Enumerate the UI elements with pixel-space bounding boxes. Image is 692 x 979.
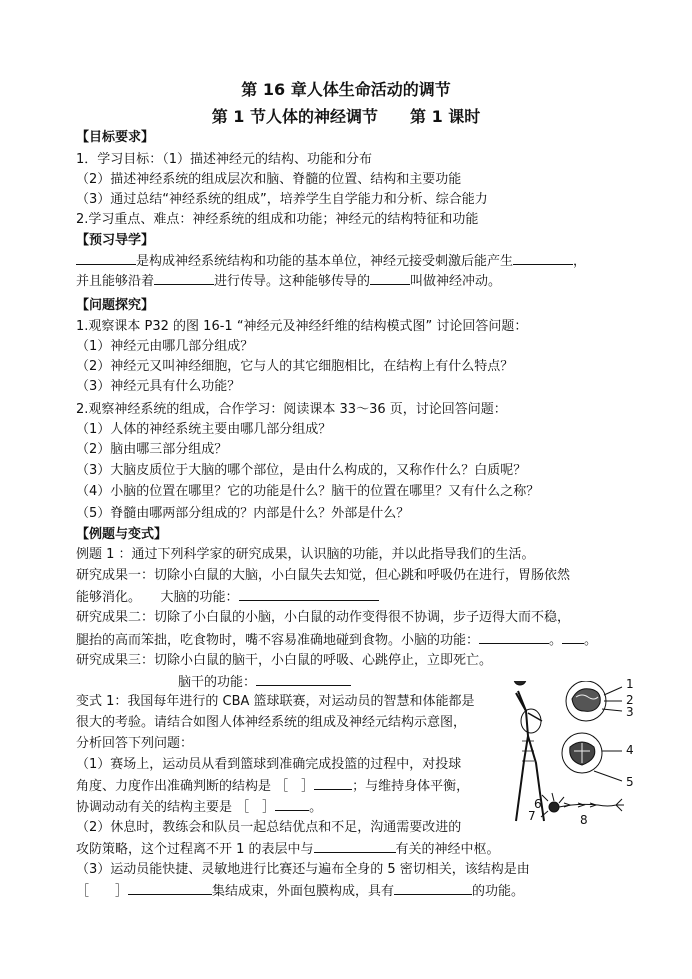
variant-q1-answer: 角度、力度作出准确判断的结构是 ［ ］ ；与维持身体平衡，	[76, 779, 470, 794]
variant-1: 很大的考验。请结合如图人体神经系统的组成及神经元结构示意图，	[76, 715, 467, 730]
preview-line-2: 并且能够沿着 进行传导。这种能够传导的 叫做神经冲动。	[76, 274, 502, 289]
goals-header: 【目标要求】	[76, 130, 155, 145]
research-3: 研究成果三：切除小白鼠的脑干，小白鼠的呼吸、心跳停止，立即死亡。	[76, 653, 493, 668]
variant-1: 变式 1：我国每年进行的 CBA 篮球联赛，对运动员的智慧和体能都是	[76, 694, 475, 709]
figure-label: 1	[626, 677, 634, 691]
goal-item: （3）通过总结“神经系统的组成”，培养学生自学能力和分析、综合能力	[76, 192, 488, 207]
explore-item: （4）小脑的位置在哪里？它的功能是什么？脑干的位置在哪里？又有什么之称？	[76, 484, 540, 499]
goal-item: 1．学习目标：（1）描述神经元的结构、功能和分布	[76, 152, 373, 167]
answer-blank[interactable]	[154, 272, 214, 285]
explore-item: （3）大脑皮质位于大脑的哪个部位，是由什么构成的，又称作什么？白质呢？	[76, 463, 527, 478]
answer-blank[interactable]	[128, 882, 212, 895]
research-3-answer: 脑干的功能：	[178, 673, 351, 691]
explore-item: （1）神经元由哪几部分组成？	[76, 339, 254, 354]
variant-1: 分析回答下列问题：	[76, 736, 194, 751]
example-1: 例题 1 ：通过下列科学家的研究成果，认识脑的功能，并以此指导我们的生活。	[76, 547, 535, 562]
variant-q1-answer: 协调动动有关的结构主要是 ［ ］ 。	[76, 800, 323, 815]
figure-label: 2	[626, 693, 634, 707]
explore-item: （1）人体的神经系统主要由哪几部分组成？	[76, 422, 332, 437]
answer-blank[interactable]	[314, 777, 352, 790]
variant-q2-answer: 攻防策略，这个过程离不开 1 的表层中与 有关的神经中枢。	[76, 842, 500, 857]
preview-header: 【预习导学】	[76, 233, 155, 248]
research-1-answer: 能够消化。 大脑的功能：	[76, 588, 379, 606]
explore-item: （3）神经元具有什么功能？	[76, 379, 241, 394]
preview-line-1: 是构成神经系统结构和功能的基本单位，神经元接受刺激后能产生 ，	[76, 252, 586, 270]
nervous-system-figure	[498, 677, 648, 831]
answer-blank[interactable]	[275, 798, 309, 811]
figure-label: 8	[580, 813, 588, 827]
research-2-answer: 腿抬的高而笨拙，吃食物时，嘴不容易准确地碰到食物。小脑的功能： 。 。	[76, 633, 598, 648]
explore-header: 【问题探究】	[76, 298, 155, 313]
goal-item: （2）描述神经系统的组成层次和脑、脊髓的位置、结构和主要功能	[76, 172, 462, 187]
section-title: 第 1 节人体的神经调节 第 1 课时	[211, 107, 481, 126]
figure-label: 3	[626, 705, 634, 719]
answer-blank[interactable]	[256, 673, 351, 686]
answer-blank[interactable]	[370, 272, 410, 285]
goal-item: 2.学习重点、难点：神经系统的组成和功能；神经元的结构特征和功能	[76, 212, 479, 227]
figure-label: 6	[534, 797, 542, 811]
answer-blank[interactable]	[479, 631, 549, 644]
answer-blank[interactable]	[394, 882, 472, 895]
answer-blank[interactable]	[314, 840, 396, 853]
variant-q3: （3）运动员能快捷、灵敏地进行比赛还与遍布全身的 5 密切相关，该结构是由	[76, 862, 530, 877]
research-2: 研究成果二：切除了小白鼠的小脑，小白鼠的动作变得很不协调，步子迈得大而不稳，	[76, 610, 571, 625]
chapter-title: 第 16 章人体生命活动的调节	[241, 80, 451, 99]
answer-blank[interactable]	[76, 252, 136, 265]
explore-item: （2）脑由哪三部分组成？	[76, 442, 228, 457]
examples-header: 【例题与变式】	[76, 527, 168, 542]
research-1: 研究成果一：切除小白鼠的大脑，小白鼠失去知觉，但心跳和呼吸仍在进行，胃肠依然	[76, 568, 571, 583]
figure-label: 5	[626, 775, 634, 789]
answer-blank[interactable]	[239, 588, 379, 601]
variant-q3-answer: ［ ］ 集结成束，外面包膜构成，具有 的功能。	[76, 884, 525, 899]
explore-item: 2.观察神经系统的组成，合作学习：阅读课本 33～36 页，讨论回答问题：	[76, 402, 507, 417]
answer-blank[interactable]	[513, 252, 573, 265]
variant-q1: （1）赛场上，运动员从看到篮球到准确完成投篮的过程中，对投球	[76, 757, 462, 772]
figure-label: 4	[626, 743, 634, 757]
explore-item: 1.观察课本 P32 的图 16-1 “神经元及神经纤维的结构模式图” 讨论回答问题：	[76, 319, 528, 334]
answer-blank[interactable]	[562, 631, 584, 644]
variant-q2: （2）休息时，教练会和队员一起总结优点和不足，沟通需要改进的	[76, 820, 462, 835]
explore-item: （2）神经元又叫神经细胞，它与人的其它细胞相比，在结构上有什么特点？	[76, 359, 514, 374]
basketball-icon	[514, 681, 526, 685]
explore-item: （5）脊髓由哪两部分组成的？内部是什么？外部是什么？	[76, 506, 410, 521]
figure-label: 7	[528, 809, 536, 823]
